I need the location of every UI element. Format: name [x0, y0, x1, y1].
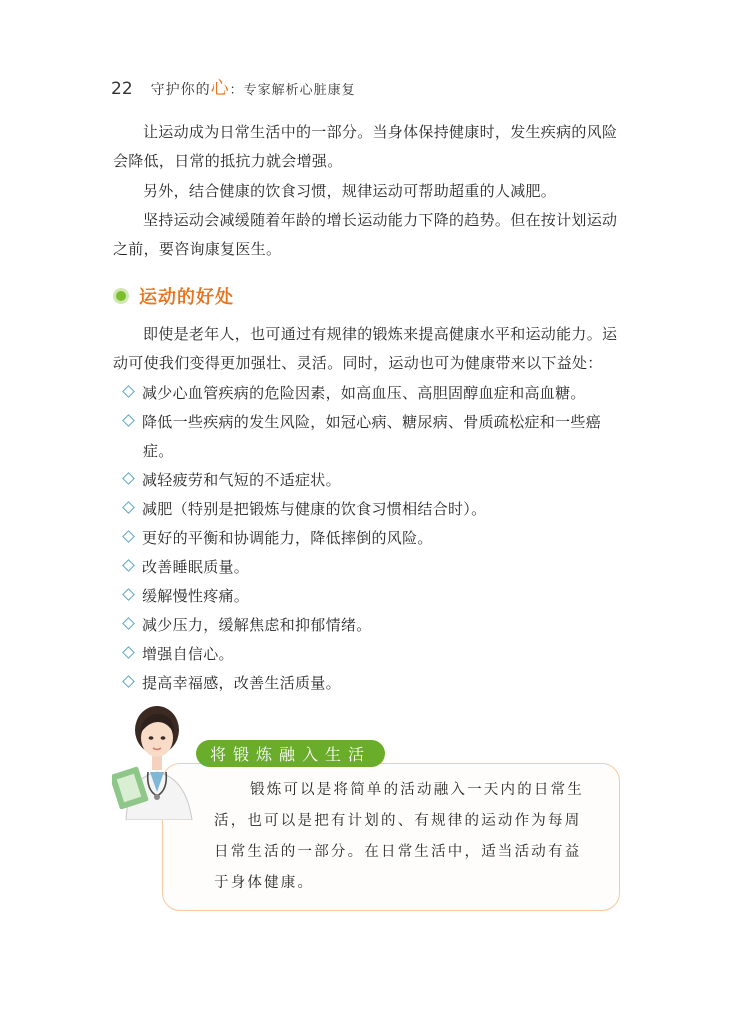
list-item: 改善睡眠质量。	[113, 553, 623, 582]
diamond-bullet-icon	[122, 617, 135, 630]
running-header	[111, 74, 356, 99]
tip-title-tab	[196, 740, 385, 767]
paragraph-3: 坚持运动会减缓随着年龄的增长运动能力下降的趋势。但在按计划运动之前，要咨询康复医生。	[113, 211, 618, 258]
book-title-part2: ：专家解析心脏康复	[229, 83, 356, 98]
list-item: 减少压力，缓解焦虑和抑郁情绪。	[113, 611, 623, 640]
list-item: 提高幸福感，改善生活质量。	[113, 669, 623, 698]
list-item: 减肥（特别是把锻炼与健康的饮食习惯相结合时）。	[113, 495, 623, 524]
list-item: 增强自信心。	[113, 640, 623, 669]
section-heading-text: 运动的好处	[139, 287, 234, 308]
diamond-bullet-icon	[122, 588, 135, 601]
diamond-bullet-icon	[122, 559, 135, 572]
list-item: 降低一些疾病的发生风险，如冠心病、糖尿病、骨质疏松症和一些癌症。	[113, 408, 623, 466]
section-bullet-icon	[113, 288, 129, 304]
diamond-bullet-icon	[122, 472, 135, 485]
diamond-bullet-icon	[122, 501, 135, 514]
tip-title: 将锻炼融入生活	[210, 745, 372, 764]
list-item: 减少心血管疾病的危险因素，如高血压、高胆固醇血症和高血糖。	[113, 379, 623, 408]
diamond-bullet-icon	[122, 414, 135, 427]
diamond-bullet-icon	[122, 675, 135, 688]
book-title-part1: 守护你的	[150, 82, 211, 98]
diamond-bullet-icon	[122, 530, 135, 543]
book-title-heart: 心	[210, 78, 230, 99]
section-heading	[113, 283, 234, 309]
diamond-bullet-icon	[122, 646, 135, 659]
book-title	[151, 74, 356, 100]
paragraph-4: 即使是老年人，也可通过有规律的锻炼来提高健康水平和运动能力。运动可使我们变得更加强壮、灵活。同时，运动也可为健康带来以下益处：	[113, 325, 618, 372]
list-item: 减轻疲劳和气短的不适症状。	[113, 466, 623, 495]
list-item: 缓解慢性疼痛。	[113, 582, 623, 611]
tip-text: 锻炼可以是将简单的活动融入一天内的日常生活，也可以是把有计划的、有规律的运动作为每周日常生活的一部分。在日常生活中，适当活动有益于身体健康。	[214, 782, 584, 891]
diamond-bullet-icon	[122, 385, 135, 398]
benefits-list	[113, 379, 623, 698]
paragraph-1: 让运动成为日常生活中的一部分。当身体保持健康时，发生疾病的风险会降低，日常的抵抗力就会增强。	[113, 123, 618, 170]
paragraph-2: 另外，结合健康的饮食习惯，规律运动可帮助超重的人减肥。	[143, 182, 557, 200]
list-item: 更好的平衡和协调能力，降低摔倒的风险。	[113, 524, 623, 553]
page-number: 22	[111, 79, 133, 99]
